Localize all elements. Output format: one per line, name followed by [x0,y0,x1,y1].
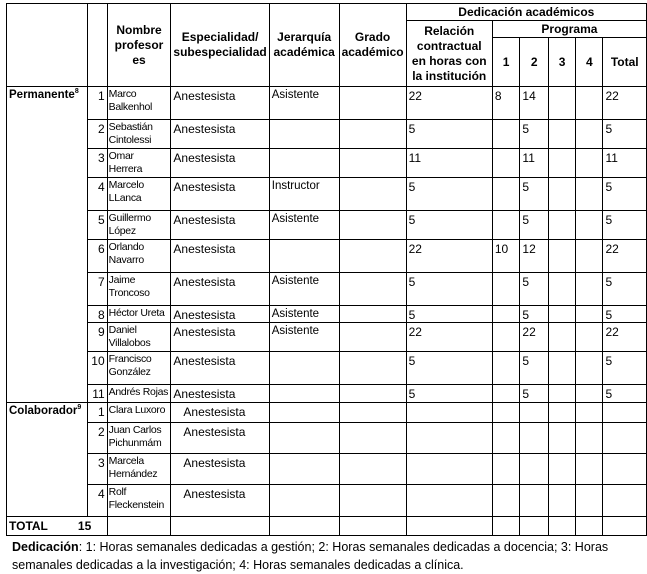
table-row [7,485,647,517]
especialidad-cell: Anestesista [171,87,269,120]
total-empty-cell [269,517,339,536]
total-cell [603,403,647,423]
especialidad-cell: Anestesista [171,403,269,423]
programa-2-cell: 5 [520,352,549,385]
header-programa-1: 1 [492,38,520,87]
programa-4-cell [576,240,603,273]
total-row [7,517,647,536]
row-index: 9 [87,323,107,352]
especialidad-cell: Anestesista [171,273,269,306]
programa-1-cell [492,323,520,352]
table-row [7,240,647,273]
programa-1-cell [492,178,520,211]
jerarquia-cell [269,149,339,178]
programa-2-cell [520,423,549,454]
total-cell: 22 [603,323,647,352]
relacion-cell [406,423,492,454]
programa-4-cell [576,485,603,517]
header-programa-4: 4 [576,38,603,87]
relacion-cell: 5 [406,120,492,149]
programa-1-cell [492,211,520,240]
programa-1-cell [492,306,520,323]
jerarquia-cell [269,385,339,403]
professor-name: Andrés Rojas [107,385,171,403]
programa-1-cell [492,423,520,454]
programa-1-cell [492,385,520,403]
jerarquia-cell: Asistente [269,306,339,323]
programa-1-cell [492,403,520,423]
total-cell [603,454,647,485]
relacion-cell: 22 [406,240,492,273]
relacion-cell [406,454,492,485]
row-index: 4 [87,485,107,517]
relacion-cell [406,403,492,423]
professor-name: Omar Herrera [107,149,171,178]
programa-2-cell: 5 [520,178,549,211]
professor-name: Guillermo López [107,211,171,240]
total-label-cell [7,517,108,536]
professor-name: Marcela Hernández [107,454,171,485]
especialidad-cell: Anestesista [171,178,269,211]
header-jerarquia: Jerarquía académica [269,4,339,87]
grado-cell [339,352,406,385]
professor-name: Juan Carlos Pichunmám [107,423,171,454]
total-empty-cell [520,517,549,536]
row-index: 5 [87,211,107,240]
row-index: 10 [87,352,107,385]
corner-cell [7,4,88,87]
programa-3-cell [548,485,575,517]
professor-name: Marco Balkenhol [107,87,171,120]
total-cell: 11 [603,149,647,178]
footnote-text: : 1: Horas semanales dedicadas a gestión; 2: Horas semanales dedicadas a docencia; 3: Horas semanales dedicadas a la investigación; 4: Horas semanales dedicadas a clínica. [12,540,609,572]
footnote-label: Dedicación [12,540,79,554]
professor-name: Sebastián Cintolessi [107,120,171,149]
especialidad-cell: Anestesista [171,352,269,385]
relacion-cell: 5 [406,352,492,385]
programa-2-cell: 22 [520,323,549,352]
programa-2-cell: 5 [520,306,549,323]
total-empty-cell [548,517,575,536]
professor-name: Clara Luxoro [107,403,171,423]
total-empty-cell [107,517,171,536]
relacion-cell: 5 [406,273,492,306]
table-row [7,211,647,240]
header-total: Total [603,38,647,87]
programa-2-cell [520,403,549,423]
programa-2-cell: 5 [520,273,549,306]
grado-cell [339,240,406,273]
total-cell [603,423,647,454]
header-especialidad: Especialidad/ subespecialidad [171,4,269,87]
programa-1-cell: 8 [492,87,520,120]
relacion-cell: 5 [406,178,492,211]
grado-cell [339,211,406,240]
relacion-cell: 11 [406,149,492,178]
programa-3-cell [548,211,575,240]
jerarquia-cell [269,352,339,385]
programa-4-cell [576,211,603,240]
programa-1-cell [492,485,520,517]
jerarquia-cell [269,423,339,454]
total-empty-cell [171,517,269,536]
table-row [7,352,647,385]
programa-2-cell: 5 [520,385,549,403]
index-header-cell [87,4,107,87]
table-row [7,423,647,454]
total-label: TOTAL [9,519,48,533]
footnote-marker: 8 [74,88,79,96]
programa-2-cell: 14 [520,87,549,120]
total-cell: 22 [603,87,647,120]
table-row [7,149,647,178]
jerarquia-cell: Instructor [269,178,339,211]
programa-3-cell [548,454,575,485]
jerarquia-cell [269,120,339,149]
grado-cell [339,403,406,423]
table-row [7,454,647,485]
programa-4-cell [576,87,603,120]
jerarquia-cell: Asistente [269,211,339,240]
programa-1-cell [492,120,520,149]
total-empty-cell [603,517,647,536]
grado-cell [339,323,406,352]
relacion-cell: 5 [406,306,492,323]
programa-3-cell [548,87,575,120]
total-cell: 5 [603,352,647,385]
table-row [7,306,647,323]
programa-4-cell [576,352,603,385]
total-cell: 5 [603,120,647,149]
programa-4-cell [576,323,603,352]
header-relacion: Relación contractual en horas con la institución [406,21,492,87]
row-index: 3 [87,149,107,178]
programa-2-cell: 11 [520,149,549,178]
grado-cell [339,87,406,120]
programa-3-cell [548,273,575,306]
programa-4-cell [576,178,603,211]
professor-name: Daniel Villalobos [107,323,171,352]
especialidad-cell: Anestesista [171,149,269,178]
relacion-cell: 22 [406,323,492,352]
footnote [12,538,642,574]
table-row [7,273,647,306]
table-row [7,87,647,120]
table-row [7,323,647,352]
programa-2-cell [520,454,549,485]
programa-4-cell [576,149,603,178]
total-cell: 5 [603,211,647,240]
group-label-cell [7,403,88,517]
total-cell [603,485,647,517]
total-empty-cell [339,517,406,536]
programa-4-cell [576,120,603,149]
grado-cell [339,149,406,178]
professor-name: Marcelo LLanca [107,178,171,211]
table-row [7,120,647,149]
row-index: 6 [87,240,107,273]
total-cell: 5 [603,273,647,306]
programa-2-cell: 12 [520,240,549,273]
row-index: 4 [87,178,107,211]
especialidad-cell: Anestesista [171,306,269,323]
especialidad-cell: Anestesista [171,485,269,517]
total-empty-cell [406,517,492,536]
jerarquia-cell: Asistente [269,323,339,352]
programa-3-cell [548,306,575,323]
programa-2-cell: 5 [520,211,549,240]
especialidad-cell: Anestesista [171,323,269,352]
grado-cell [339,485,406,517]
programa-2-cell [520,485,549,517]
total-cell: 5 [603,178,647,211]
header-nombre: Nombre profesor es [107,4,171,87]
professor-name: Orlando Navarro [107,240,171,273]
table-row [7,403,647,423]
programa-3-cell [548,385,575,403]
especialidad-cell: Anestesista [171,211,269,240]
professor-name: Francisco González [107,352,171,385]
grado-cell [339,454,406,485]
row-index: 7 [87,273,107,306]
programa-3-cell [548,120,575,149]
total-empty-cell [492,517,520,536]
programa-1-cell [492,454,520,485]
grado-cell [339,306,406,323]
row-index: 1 [87,87,107,120]
group-label: Permanente [9,89,75,101]
grado-cell [339,385,406,403]
jerarquia-cell [269,403,339,423]
especialidad-cell: Anestesista [171,120,269,149]
programa-4-cell [576,385,603,403]
grado-cell [339,273,406,306]
relacion-cell: 22 [406,87,492,120]
header-dedicacion: Dedicación académicos [406,4,646,21]
especialidad-cell: Anestesista [171,385,269,403]
total-cell: 5 [603,385,647,403]
especialidad-cell: Anestesista [171,454,269,485]
jerarquia-cell [269,485,339,517]
relacion-cell: 5 [406,211,492,240]
professor-name: Rolf Fleckenstein [107,485,171,517]
total-value: 15 [77,519,92,533]
total-cell: 22 [603,240,647,273]
row-index: 3 [87,454,107,485]
total-cell: 5 [603,306,647,323]
table-row [7,385,647,403]
group-label: Colaborador [9,405,78,417]
jerarquia-cell: Asistente [269,87,339,120]
programa-1-cell [492,149,520,178]
footnote-marker: 9 [77,404,82,412]
programa-3-cell [548,149,575,178]
programa-1-cell [492,273,520,306]
programa-4-cell [576,306,603,323]
header-programa-3: 3 [548,38,575,87]
grado-cell [339,120,406,149]
header-programa: Programa [492,21,646,38]
programa-2-cell: 5 [520,120,549,149]
professor-name: Héctor Ureta [107,306,171,323]
programa-4-cell [576,403,603,423]
header-grado: Grado académico [339,4,406,87]
group-label-cell [7,87,88,403]
programa-3-cell [548,423,575,454]
row-index: 1 [87,403,107,423]
row-index: 8 [87,306,107,323]
programa-3-cell [548,323,575,352]
programa-3-cell [548,352,575,385]
jerarquia-cell: Asistente [269,273,339,306]
row-index: 2 [87,423,107,454]
programa-3-cell [548,403,575,423]
especialidad-cell: Anestesista [171,240,269,273]
programa-1-cell: 10 [492,240,520,273]
relacion-cell [406,485,492,517]
row-index: 11 [87,385,107,403]
programa-4-cell [576,423,603,454]
grado-cell [339,178,406,211]
jerarquia-cell [269,240,339,273]
programa-1-cell [492,352,520,385]
programa-3-cell [548,240,575,273]
programa-4-cell [576,273,603,306]
programa-4-cell [576,454,603,485]
total-empty-cell [576,517,603,536]
row-index: 2 [87,120,107,149]
table-row [7,178,647,211]
especialidad-cell: Anestesista [171,423,269,454]
professor-name: Jaime Troncoso [107,273,171,306]
jerarquia-cell [269,454,339,485]
academics-table [6,3,647,536]
relacion-cell: 5 [406,385,492,403]
programa-3-cell [548,178,575,211]
header-programa-2: 2 [520,38,549,87]
grado-cell [339,423,406,454]
